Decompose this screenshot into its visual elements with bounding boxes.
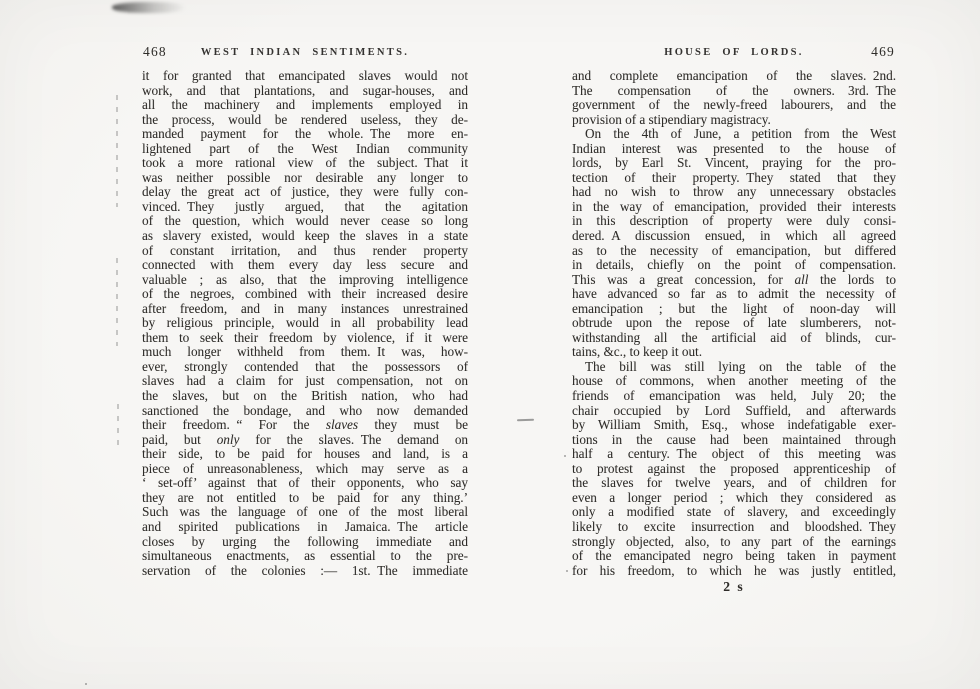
left-page-header bbox=[142, 44, 468, 61]
text-line: piece of unreasonableness, which may serve as a bbox=[142, 461, 468, 476]
text-line: and spirited publications in Jamaica. The article bbox=[142, 519, 468, 534]
scan-binding-mark bbox=[117, 404, 119, 446]
text-line: ever, strongly contended that the possessors of bbox=[142, 359, 468, 374]
text-line: Indian interest was presented to the house of bbox=[572, 141, 896, 156]
text-line: tions in the cause had been maintained through bbox=[572, 432, 896, 447]
text-line: of the question, which would never cease so long bbox=[142, 214, 468, 229]
text-line: for his freedom, to which he was justly entitled, bbox=[572, 563, 896, 578]
text-line: as to the necessity of emancipation, but differed bbox=[572, 243, 896, 258]
scan-speck bbox=[85, 683, 87, 685]
text-line: tains, &c., to keep it out. bbox=[572, 345, 703, 360]
scan-speck bbox=[564, 455, 566, 457]
scan-speck bbox=[566, 570, 568, 572]
text-line: provision of a stipendiary magistracy. bbox=[572, 112, 771, 127]
text-line: paid, but only for the slaves. The demand on bbox=[142, 432, 468, 447]
text-line: their side, to be paid for houses and land, is a bbox=[142, 447, 468, 462]
text-line: all the machinery and implements employed in bbox=[142, 98, 468, 113]
text-line: sanctioned the bondage, and who now demanded bbox=[142, 403, 468, 418]
text-line: and complete emancipation of the slaves. 2nd. bbox=[572, 69, 896, 83]
text-line: in this description of property were duly consi- bbox=[572, 214, 896, 229]
right-running-title: HOUSE OF LORDS. bbox=[664, 47, 804, 58]
text-line: of constant irritation, and thus render property bbox=[142, 243, 468, 258]
text-line: in the way of emancipation, provided their interests bbox=[572, 199, 896, 214]
right-page-body bbox=[572, 69, 896, 578]
text-line: was neither possible nor desirable any longer to bbox=[142, 170, 468, 185]
text-line: much longer withheld from them. It was, how- bbox=[142, 345, 468, 360]
text-line: they are not entitled to be paid for any thing.’ bbox=[142, 490, 468, 505]
text-line: have advanced so far as to admit the necessity of bbox=[572, 287, 896, 302]
text-line: half a century. The object of this meeting was bbox=[572, 447, 896, 462]
text-line: emancipation ; but the light of noon-day will bbox=[572, 301, 896, 316]
text-line: the slaves for twelve years, and of children for bbox=[572, 476, 896, 491]
text-line: simultaneous enactments, as essential to the pre- bbox=[142, 549, 468, 564]
text-line: only a modified state of slavery, and exceedingly bbox=[572, 505, 896, 520]
text-line: closes by urging the following immediate and bbox=[142, 534, 468, 549]
scan-binding-mark bbox=[116, 258, 118, 346]
text-line: obtrude upon the repose of late slumberers, not- bbox=[572, 316, 896, 331]
text-line: of the emancipated negro being taken in payment bbox=[572, 549, 896, 564]
text-line: lords, by Earl St. Vincent, praying for the pro- bbox=[572, 156, 896, 171]
text-line: tection of their property. They stated that they bbox=[572, 170, 896, 185]
text-line: after freedom, and in many instances unrestrained bbox=[142, 301, 468, 316]
right-page-header bbox=[572, 44, 896, 61]
text-line: likely to excite insurrection and bloodshed. They bbox=[572, 519, 896, 534]
text-line: The bill was still lying on the table of the bbox=[585, 359, 896, 374]
text-line: work, and that plantations, and sugar-houses, and bbox=[142, 83, 468, 98]
text-line: ‘ set-off’ against that of their opponents, who say bbox=[142, 476, 468, 491]
text-line: of the negroes, combined with their increased desire bbox=[142, 287, 468, 302]
text-line: valuable ; as also, that the improving intelligence bbox=[142, 272, 468, 287]
text-line: had no wish to throw any unnecessary obstacles bbox=[572, 185, 896, 200]
text-line: strongly objected, also, to any part of the earnings bbox=[572, 534, 896, 549]
text-line: This was a great concession, for all the lords to bbox=[572, 272, 896, 287]
right-page-number: 469 bbox=[871, 44, 895, 59]
left-running-title: WEST INDIAN SENTIMENTS. bbox=[200, 47, 410, 58]
text-line: dered. A discussion ensued, in which all agreed bbox=[572, 229, 896, 244]
text-line: Such was the language of one of the most liberal bbox=[142, 505, 468, 520]
scan-dash-artifact bbox=[517, 419, 534, 422]
scan-smudge-artifact bbox=[112, 2, 186, 13]
signature-mark: 2 s bbox=[723, 579, 745, 595]
text-line: the process, would be rendered useless, they de- bbox=[142, 112, 468, 127]
text-line: by William Smith, Esq., whose indefatigable exer- bbox=[572, 418, 896, 433]
text-line: The compensation of the owners. 3rd. The bbox=[572, 83, 896, 98]
right-page bbox=[572, 44, 896, 595]
text-line: their freedom. “ For the slaves they must be bbox=[142, 418, 468, 433]
text-line: even a longer period ; which they considered as bbox=[572, 490, 896, 505]
text-line: lightened part of the West Indian community bbox=[142, 141, 468, 156]
text-line: it for granted that emancipated slaves would not bbox=[142, 69, 468, 83]
left-page bbox=[142, 44, 468, 578]
text-line: house of commons, when another meeting of the bbox=[572, 374, 896, 389]
text-line: withstanding all the artificial aid of blinds, cur- bbox=[572, 330, 896, 345]
text-line: as slavery existed, would keep the slaves in a state bbox=[142, 229, 468, 244]
text-line: manded payment for the whole. The more en- bbox=[142, 127, 468, 142]
text-line: delay the great act of justice, they were fully con- bbox=[142, 185, 468, 200]
text-line: servation of the colonies :— 1st. The immediate bbox=[142, 563, 468, 578]
text-line: took a more rational view of the subject. That it bbox=[142, 156, 468, 171]
text-line: by religious principle, would in all probability lead bbox=[142, 316, 468, 331]
text-line: government of the newly-freed labourers, and the bbox=[572, 98, 896, 113]
text-line: connected with them every day less secure and bbox=[142, 258, 468, 273]
text-line: in details, chiefly on the point of compensation. bbox=[572, 258, 896, 273]
text-line: On the 4th of June, a petition from the West bbox=[585, 127, 896, 142]
left-page-body bbox=[142, 69, 468, 578]
text-line: chair occupied by Lord Suffield, and afterwards bbox=[572, 403, 896, 418]
scan-binding-mark bbox=[116, 95, 118, 207]
text-line: friends of emancipation was held, July 20; the bbox=[572, 389, 896, 404]
text-line: slaves had a claim for just compensation, not on bbox=[142, 374, 468, 389]
text-line: the slaves, but on the British nation, who had bbox=[142, 389, 468, 404]
text-line: vinced. They justly argued, that the agitation bbox=[142, 199, 468, 214]
text-line: to protest against the proposed apprenticeship of bbox=[572, 461, 896, 476]
text-line: them to seek their freedom by violence, if it were bbox=[142, 330, 468, 345]
left-page-number: 468 bbox=[143, 44, 167, 59]
